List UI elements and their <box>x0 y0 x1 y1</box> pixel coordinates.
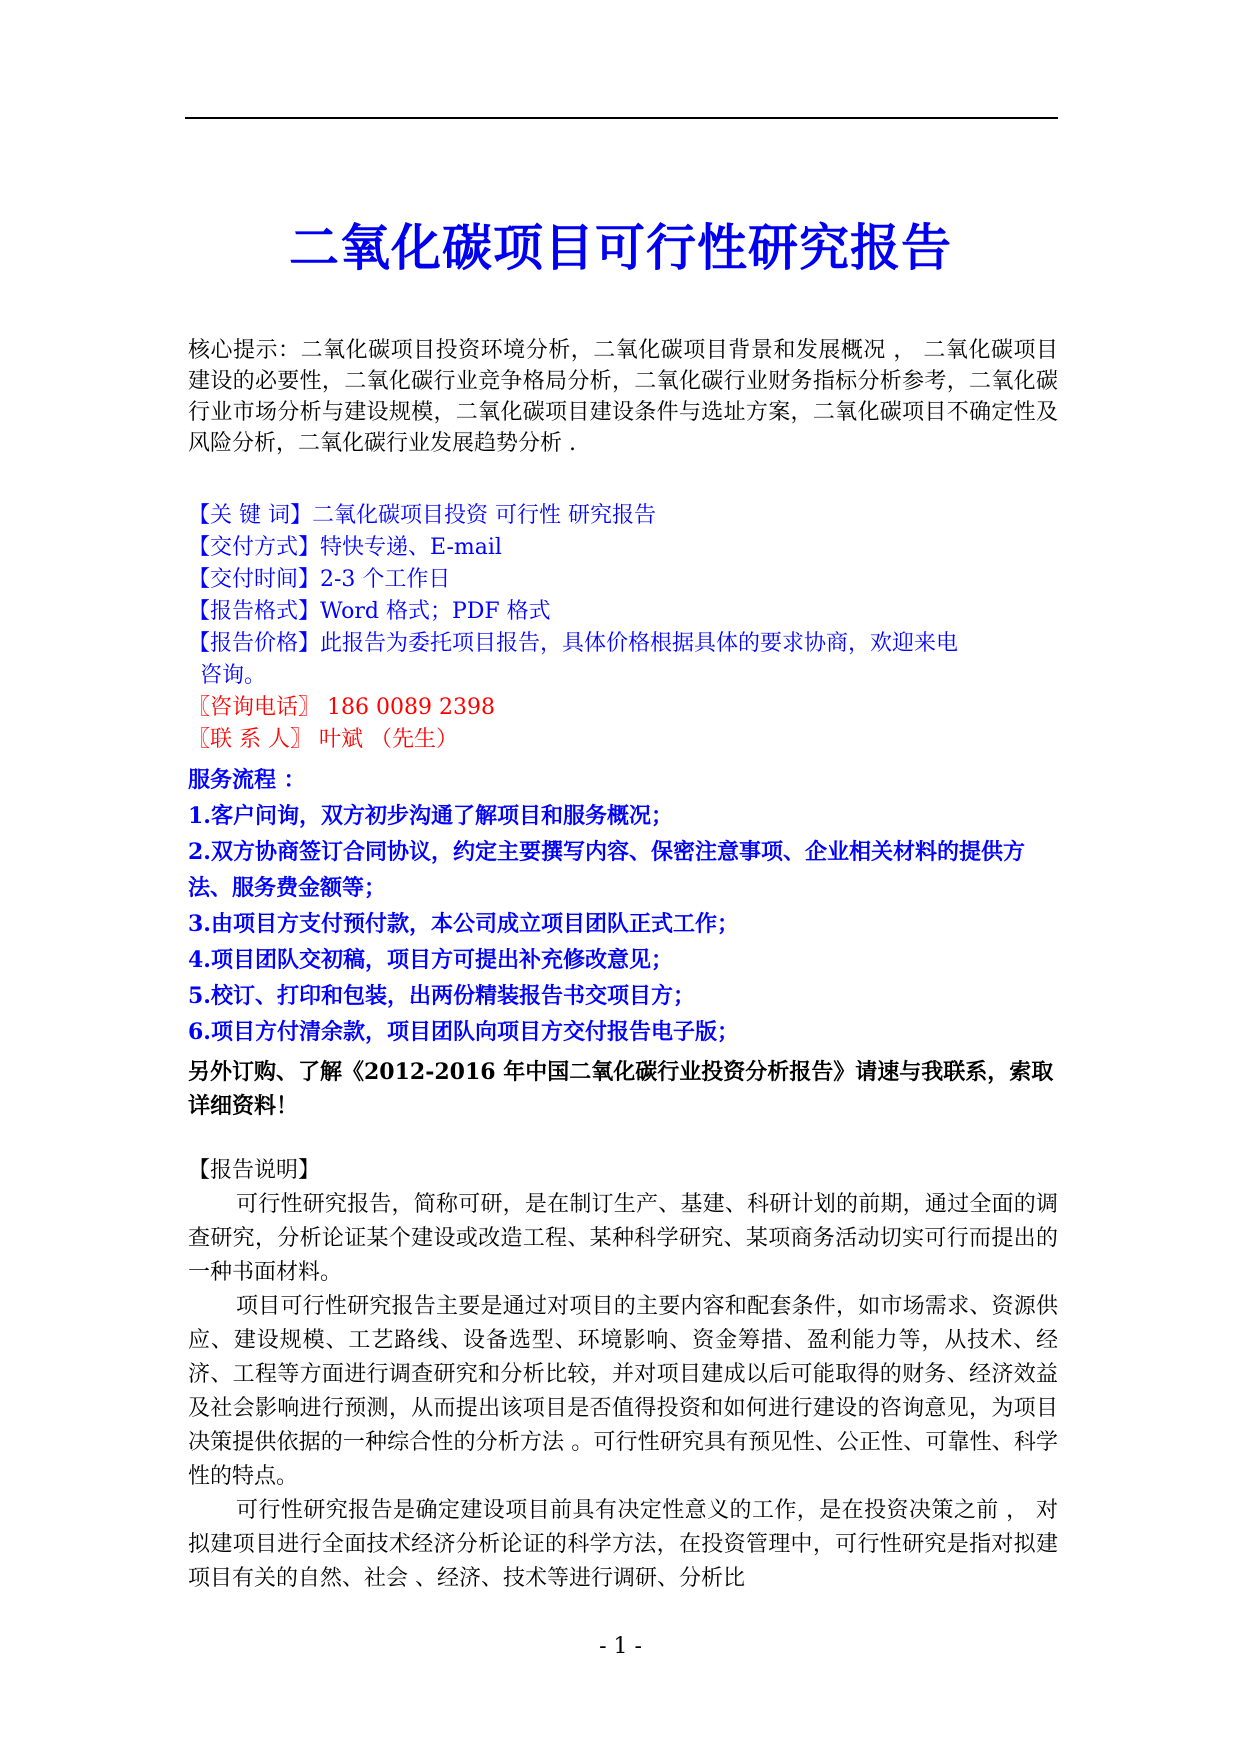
phone-line: 〖咨询电话〗 186 0089 2398 <box>188 695 495 720</box>
report-format-line: 【报告格式】Word 格式；PDF 格式 <box>188 599 551 624</box>
delivery-time-line: 【交付时间】2-3 个工作日 <box>188 567 451 592</box>
service-step: 5.校订、打印和包装，出两份精装报告书交项目方； <box>188 983 695 1009</box>
service-step: 4.项目团队交初稿，项目方可提出补充修改意见； <box>188 947 673 973</box>
service-step: 3.由项目方支付预付款，本公司成立项目团队正式工作； <box>188 911 739 937</box>
delivery-method-line: 【交付方式】特快专递、E-mail <box>188 535 502 560</box>
keywords-line: 【关 键 词】二氧化碳项目投资 可行性 研究报告 <box>188 503 656 528</box>
order-note: 另外订购、了解《2012-2016 年中国二氧化碳行业投资分析报告》请速与我联系，索取详细资料！ <box>188 1059 1054 1119</box>
service-step: 1.客户问询，双方初步沟通了解项目和服务概况； <box>188 803 673 829</box>
description-paragraph: 项目可行性研究报告主要是通过对项目的主要内容和配套条件，如市场需求、资源供应、建设规模、工艺路线、设备选型、环境影响、资金筹措、盈利能力等，从技术、经济、工程等方面进行调查研究和分析比较，并对项目建成以后可能取得的财务、经济效益及社会影响进行预测，从而提出该项目是否值得投资和如何进行建设的咨询意见，为项目决策提供依据的一种综合性的分析方法 。可行性研究具有预见性、公正性、可靠性、科学性的特点。 <box>188 1294 1058 1489</box>
info-block <box>188 500 1058 756</box>
service-step: 6.项目方付清余款，项目团队向项目方交付报告电子版； <box>188 1019 739 1045</box>
service-process <box>188 762 1058 1050</box>
description-heading: 【报告说明】 <box>188 1158 321 1183</box>
description-paragraph: 可行性研究报告是确定建设项目前具有决定性意义的工作，是在投资决策之前 ， 对拟建项目进行全面技术经济分析论证的科学方法，在投资管理中，可行性研究是指对拟建项目有关的自然、社会 、经济、技术等进行调研、分析比 <box>188 1498 1058 1591</box>
description-paragraph: 可行性研究报告，简称可研，是在制订生产、基建、科研计划的前期，通过全面的调查研究，分析论证某个建设或改造工程、某种科学研究、某项商务活动切实可行而提出的一种书面材料。 <box>188 1192 1058 1285</box>
document-title: 二氧化碳项目可行性研究报告 <box>289 219 952 277</box>
core-tip: 核心提示：二氧化碳项目投资环境分析，二氧化碳项目背景和发展概况 ， 二氧化碳项目建设的必要性，二氧化碳行业竞争格局分析，二氧化碳行业财务指标分析参考，二氧化碳行业市场分析与建设规模，二氧化碳项目建设条件与选址方案，二氧化碳项目不确定性及风险分析，二氧化碳行业发展趋势分析 . <box>188 338 1058 456</box>
service-step: 2.双方协商签订合同协议，约定主要撰写内容、保密注意事项、企业相关材料的提供方法、服务费金额等； <box>188 839 1025 901</box>
header-rule <box>185 117 1058 119</box>
contact-line: 〖联 系 人〗 叶斌 （先生） <box>188 727 458 752</box>
service-heading: 服务流程 ： <box>188 767 306 793</box>
report-price-continued: 咨询。 <box>200 663 267 688</box>
page-number: - 1 - <box>599 1634 642 1659</box>
report-description <box>188 1154 1058 1596</box>
report-price-line: 【报告价格】此报告为委托项目报告，具体价格根据具体的要求协商，欢迎来电 <box>188 631 959 656</box>
